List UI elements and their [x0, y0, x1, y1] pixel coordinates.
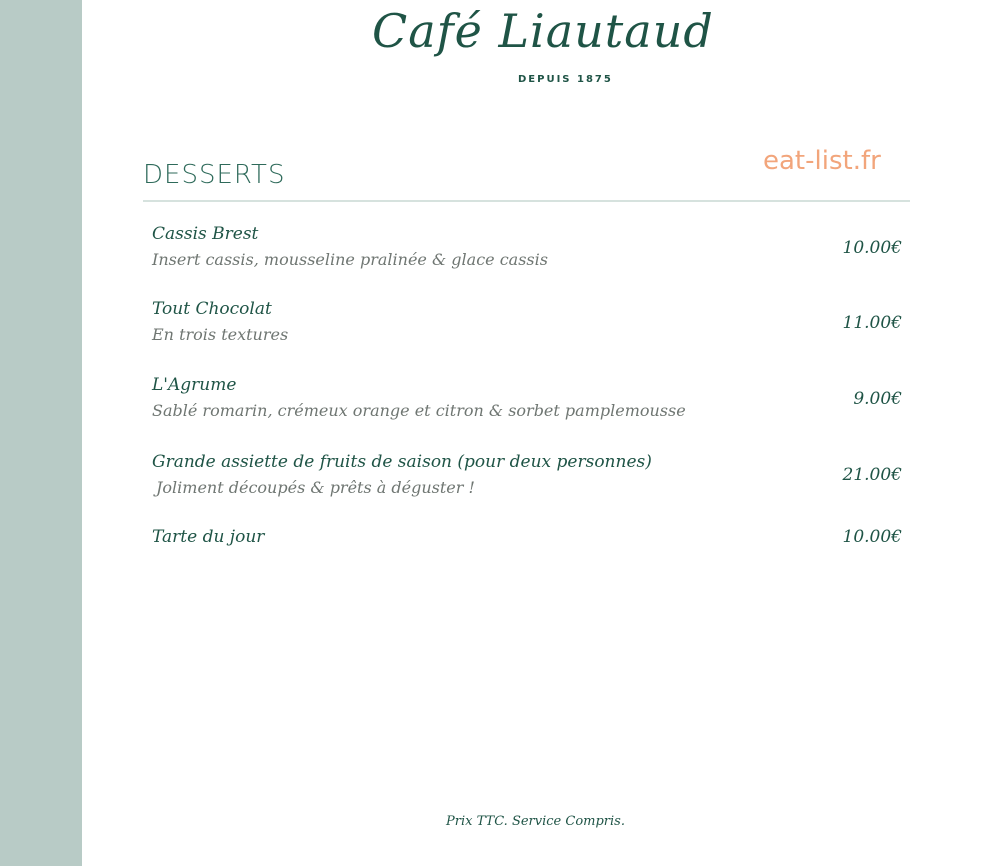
watermark: eat-list.fr [763, 146, 881, 176]
menu-item [152, 527, 902, 547]
item-description: Sablé romarin, crémeux orange et citron & sorbet pamplemousse [152, 401, 686, 420]
item-description: En trois textures [152, 325, 289, 344]
item-price: 10.00€ [842, 238, 902, 258]
item-description: Joliment découpés & prêts à déguster ! [156, 478, 475, 497]
item-price: 11.00€ [842, 313, 902, 333]
left-sidebar-band [0, 0, 82, 866]
section-title: DESSERTS [143, 160, 286, 190]
item-description: Insert cassis, mousseline pralinée & glace cassis [152, 250, 548, 269]
item-name: Tarte du jour [152, 527, 265, 547]
item-name: Grande assiette de fruits de saison (pour deux personnes) [152, 452, 652, 472]
item-price: 21.00€ [842, 465, 902, 485]
item-price: 9.00€ [853, 389, 902, 409]
brand-tagline: DEPUIS 1875 [518, 74, 613, 85]
menu-item [152, 299, 902, 344]
item-price: 10.00€ [842, 527, 902, 547]
menu-item [152, 375, 902, 420]
menu-item [152, 224, 902, 269]
item-name: Cassis Brest [152, 224, 259, 244]
menu-item [152, 452, 902, 497]
section-divider [143, 200, 910, 202]
brand-logo: Café Liautaud [372, 4, 714, 58]
item-name: Tout Chocolat [152, 299, 272, 319]
footer-note: Prix TTC. Service Compris. [446, 814, 625, 829]
item-name: L'Agrume [152, 375, 237, 395]
